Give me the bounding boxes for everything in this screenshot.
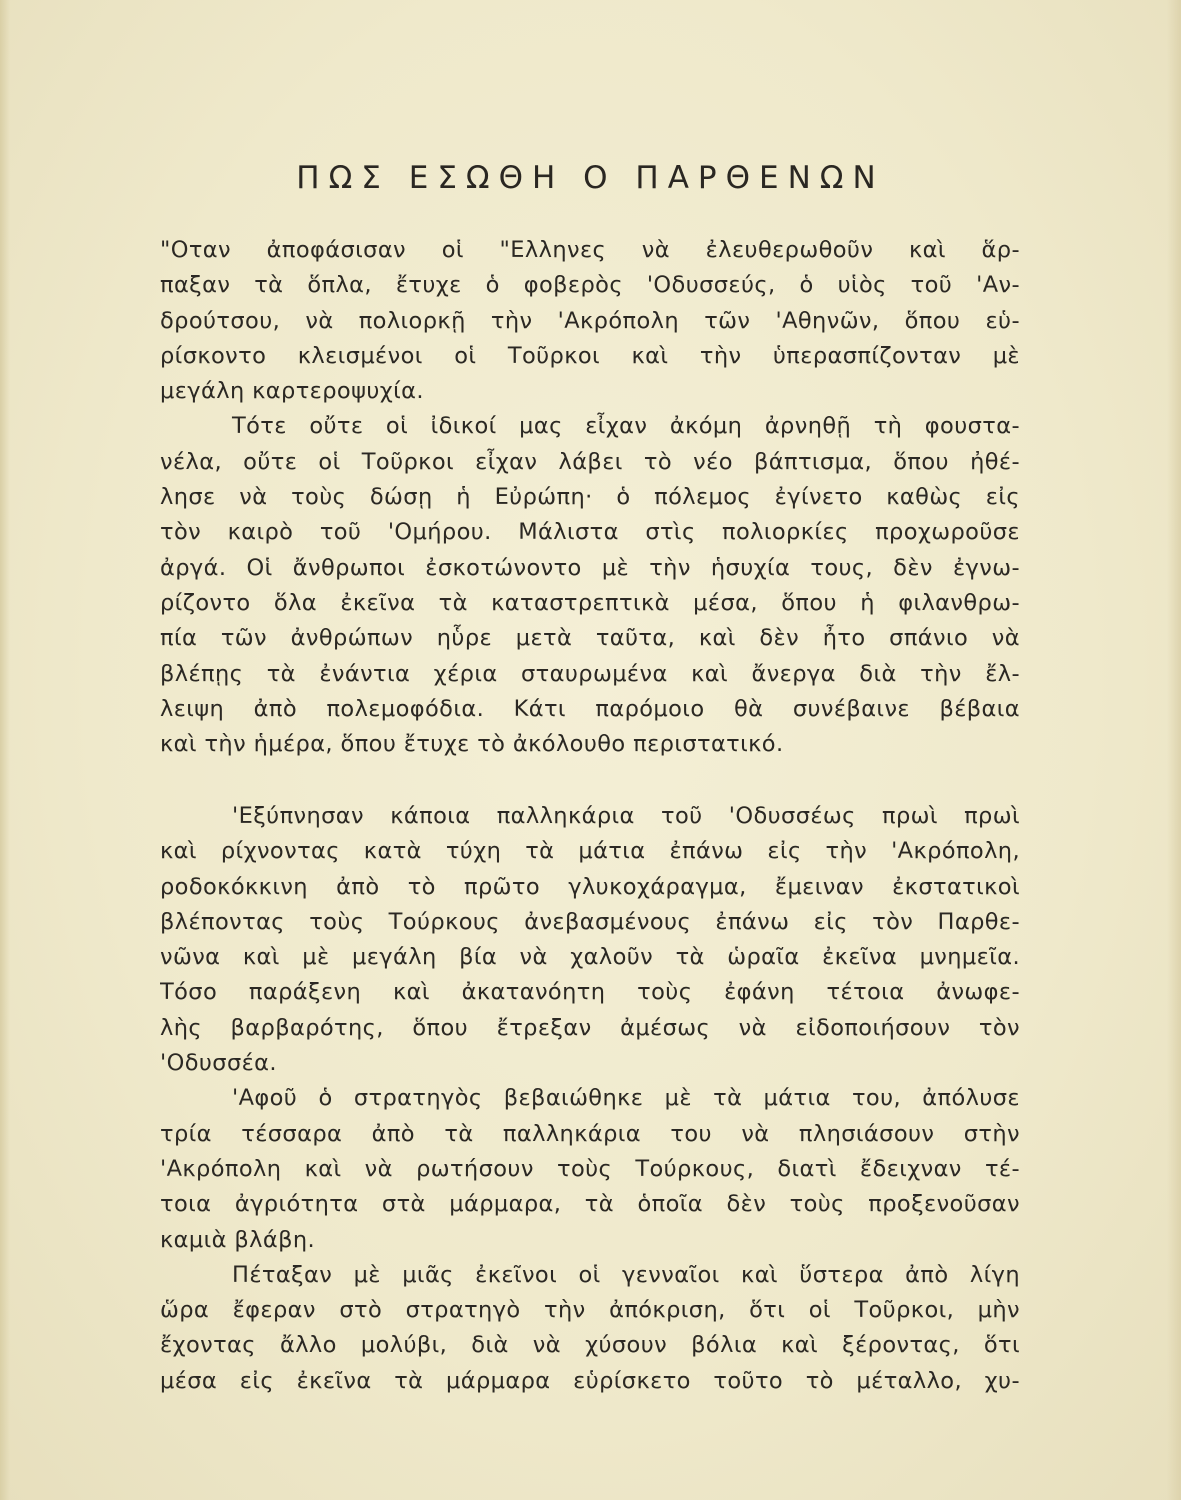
text-line: νέλα, οὔτε οἱ Τοῦρκοι εἶχαν λάβει τὸ νέο βάπτισμα, ὅπου ἠθέ- xyxy=(160,448,1020,475)
text-line: λησε νὰ τοὺς δώσῃ ἡ Εὐρώπη· ὁ πόλεμος ἐγίνετο καθὼς εἰς xyxy=(160,484,1020,511)
text-line: Πέταξαν μὲ μιᾶς ἐκεῖνοι οἱ γενναῖοι καὶ ὕστερα ἀπὸ λίγη xyxy=(232,1261,1020,1288)
text-line: ρίσκοντο κλεισμένοι οἱ Τοῦρκοι καὶ τὴν ὑπερασπίζονταν μὲ xyxy=(160,342,1020,369)
text-line: 'Αφοῦ ὁ στρατηγὸς βεβαιώθηκε μὲ τὰ μάτια του, ἀπόλυσε xyxy=(232,1085,1020,1112)
text-line: πία τῶν ἀνθρώπων ηὗρε μετὰ ταῦτα, καὶ δὲν ἦτο σπάνιο νὰ xyxy=(160,625,1020,652)
section-2 xyxy=(160,799,1020,1399)
text-line: καὶ τὴν ἡμέρα, ὅπου ἔτυχε τὸ ἀκόλουθο περιστατικό. xyxy=(160,731,784,758)
text-line: Τόσο παράξενη καὶ ἀκατανόητη τοὺς ἐφάνη τέτοια ἀνωφε- xyxy=(160,979,1020,1006)
text-line: 'Ακρόπολη καὶ νὰ ρωτήσουν τοὺς Τούρκους, διατὶ ἔδειχναν τέ- xyxy=(160,1155,1020,1182)
text-line: βλέποντας τοὺς Τούρκους ἀνεβασμένους ἐπάνω εἰς τὸν Παρθε- xyxy=(160,908,1020,935)
text-line: ροδοκόκκινη ἀπὸ τὸ πρῶτο γλυκοχάραγμα, ἔμειναν ἐκστατικοὶ xyxy=(160,873,1020,900)
text-line: καὶ ρίχνοντας κατὰ τύχη τὰ μάτια ἐπάνω εἰς τὴν 'Ακρόπολη, xyxy=(160,838,1020,865)
page-left-shadow xyxy=(0,0,10,1500)
text-line: Τότε οὔτε οἱ ἰδικοί μας εἶχαν ἀκόμη ἀρνηθῇ τὴ φουστα- xyxy=(232,413,1020,440)
text-line: μέσα εἰς ἐκεῖνα τὰ μάρμαρα εὑρίσκετο τοῦτο τὸ μέταλλο, χυ- xyxy=(160,1367,1020,1394)
text-line: "Οταν ἀποφάσισαν οἱ "Ελληνες νὰ ἐλευθερωθοῦν καὶ ἅρ- xyxy=(160,237,1020,263)
text-line: τοια ἀγριότητα στὰ μάρμαρα, τὰ ὁποῖα δὲν τοὺς προξενοῦσαν xyxy=(160,1191,1020,1218)
text-line: νῶνα καὶ μὲ μεγάλη βία νὰ χαλοῦν τὰ ὡραῖα ἐκεῖνα μνημεῖα. xyxy=(160,944,1020,971)
text-line: δρούτσου, νὰ πολιορκῇ τὴν 'Ακρόπολη τῶν 'Αθηνῶν, ὅπου εὑ- xyxy=(160,307,1020,334)
text-line: 'Οδυσσέα. xyxy=(160,1050,277,1077)
text-line: τρία τέσσαρα ἀπὸ τὰ παλληκάρια του νὰ πλησιάσουν στὴν xyxy=(160,1120,1020,1147)
text-line: λειψη ἀπὸ πολεμοφόδια. Κάτι παρόμοιο θὰ συνέβαινε βέβαια xyxy=(160,695,1020,722)
page-right-shadow xyxy=(1167,0,1181,1500)
section-1 xyxy=(160,233,1020,762)
text-line: τὸν καιρὸ τοῦ 'Ομήρου. Μάλιστα στὶς πολιορκίες προχωροῦσε xyxy=(160,519,1020,546)
text-line: ἀργά. Οἱ ἄνθρωποι ἐσκοτώνοντο μὲ τὴν ἡσυχία τους, δὲν ἐγνω- xyxy=(160,554,1020,581)
text-line: λὴς βαρβαρότης, ὅπου ἔτρεξαν ἀμέσως νὰ εἰδοποιήσουν τὸν xyxy=(160,1014,1020,1041)
text-line: 'Εξύπνησαν κάποια παλληκάρια τοῦ 'Οδυσσέως πρωὶ πρωὶ xyxy=(232,803,1020,829)
text-line: ὥρα ἔφεραν στὸ στρατηγὸ τὴν ἀπόκριση, ὅτι οἱ Τοῦρκοι, μὴν xyxy=(160,1297,1020,1324)
text-line: ἔχοντας ἄλλο μολύβι, διὰ νὰ χύσουν βόλια καὶ ξέροντας, ὅτι xyxy=(160,1332,1020,1359)
text-line: ρίζοντο ὅλα ἐκεῖνα τὰ καταστρεπτικὰ μέσα, ὅπου ἡ φιλανθρω- xyxy=(160,589,1020,616)
chapter-title: ΠΩΣ ΕΣΩΘΗ Ο ΠΑΡΘΕΝΩΝ xyxy=(296,160,885,196)
text-line: καμιὰ βλάβη. xyxy=(160,1226,316,1253)
text-line: παξαν τὰ ὅπλα, ἔτυχε ὁ φοβερὸς 'Οδυσσεύς, ὁ υἱὸς τοῦ 'Αν- xyxy=(160,272,1020,299)
text-line: μεγάλη καρτεροψυχία. xyxy=(160,378,424,405)
text-line: βλέπῃς τὰ ἐνάντια χέρια σταυρωμένα καὶ ἄνεργα διὰ τὴν ἔλ- xyxy=(160,660,1020,687)
